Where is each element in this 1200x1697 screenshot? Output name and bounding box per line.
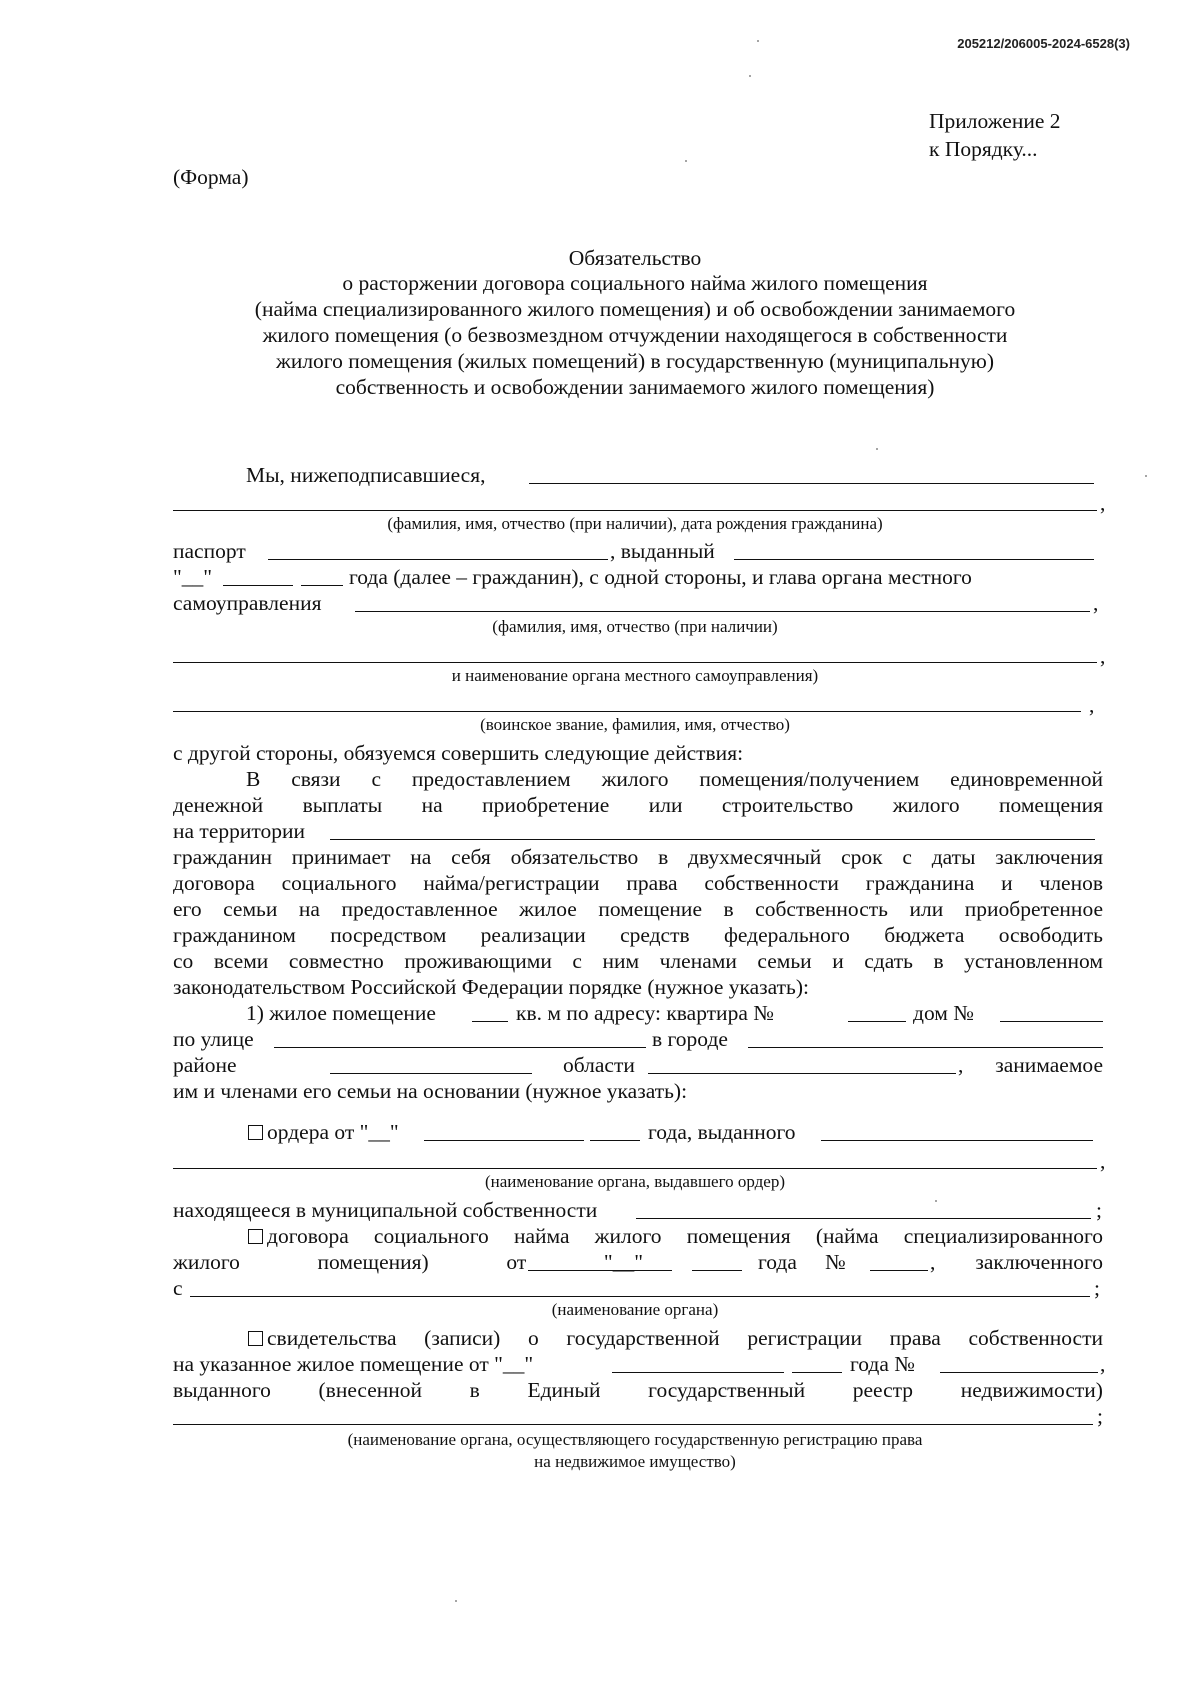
municipal-field[interactable]	[636, 1218, 1091, 1219]
area-field[interactable]	[472, 1021, 508, 1022]
word: жилого	[892, 793, 960, 817]
region-field[interactable]	[648, 1073, 956, 1074]
order-option[interactable]	[248, 1119, 399, 1145]
org-name-field[interactable]	[173, 662, 1097, 663]
with-label: с	[173, 1276, 183, 1300]
title-line-5: жилого помещения (жилых помещений) в государственную (муниципальную)	[275, 349, 995, 373]
certificate-month-field[interactable]	[612, 1372, 784, 1373]
word: государственный	[648, 1378, 806, 1402]
certificate-number-field[interactable]	[940, 1372, 1098, 1373]
word: недвижимости)	[960, 1378, 1103, 1402]
certificate-registry-line	[173, 1377, 1103, 1403]
paragraph-2-line-1: гражданин принимает на себя обязательство в двухмесячный срок с даты заключения	[173, 845, 1103, 869]
caption-order-org: (наименование органа, выдавшего ордер)	[484, 1172, 786, 1191]
order-label: ордера от "__"	[267, 1120, 399, 1144]
passport-label: паспорт	[173, 539, 246, 563]
municipal-label: находящееся в муниципальной собственности	[173, 1198, 598, 1222]
contract-org-field[interactable]	[190, 1296, 1090, 1297]
item-1-label: 1) жилое помещение	[246, 1001, 436, 1025]
date-quote: "__"	[173, 565, 213, 589]
paragraph-1-line-1: В связи с предоставлением жилого помещения/получением единовременной	[246, 767, 1103, 791]
issued-label: , выданный	[610, 539, 715, 563]
order-issuer-field-2[interactable]	[173, 1168, 1097, 1169]
scan-speck	[1145, 475, 1147, 477]
citizen-name-field-1[interactable]	[529, 483, 1094, 484]
region-label: области	[563, 1053, 635, 1077]
scan-speck	[685, 160, 687, 162]
contract-year-label: года	[758, 1250, 797, 1274]
paragraph-2-line-5: со всеми совместно проживающими с ним членами семьи и сдать в установленном	[173, 949, 1103, 973]
contract-checkbox[interactable]	[248, 1229, 263, 1244]
scan-speck	[876, 448, 878, 450]
contract-number-field[interactable]	[870, 1270, 928, 1271]
caption-registration-2: на недвижимое имущество)	[534, 1452, 736, 1471]
certificate-from-label: на указанное жилое помещение от "__"	[173, 1352, 534, 1376]
certificate-year-label: года №	[850, 1352, 915, 1376]
street-label: по улице	[173, 1027, 254, 1051]
word: выданного	[173, 1378, 271, 1402]
word: строительство	[721, 793, 854, 817]
scan-speck	[455, 1600, 457, 1602]
comma-mark: ,	[1093, 591, 1099, 615]
order-year-issued: года, выданного	[648, 1120, 796, 1144]
certificate-label: свидетельства (записи) о государственной регистрации права собственности	[267, 1326, 1103, 1350]
territory-label: на территории	[173, 819, 305, 843]
caption-registration-1: (наименование органа, осуществляющего государственную регистрацию права	[347, 1430, 923, 1449]
paragraph-2-line-2: договора социального найма/регистрации права собственности гражданина и членов	[173, 871, 1103, 895]
order-month-field[interactable]	[424, 1140, 584, 1141]
city-field[interactable]	[748, 1047, 1103, 1048]
street-field[interactable]	[274, 1047, 646, 1048]
other-side-text: с другой стороны, обязуемся совершить следующие действия:	[173, 741, 744, 765]
certificate-checkbox[interactable]	[248, 1331, 263, 1346]
contract-year-field[interactable]	[692, 1270, 742, 1271]
house-label: дом №	[913, 1001, 974, 1025]
head-name-field[interactable]	[355, 611, 1090, 612]
contract-from-label: жилого помещения) от "__"	[173, 1250, 643, 1274]
date-month-field[interactable]	[223, 585, 293, 586]
house-field[interactable]	[1000, 1021, 1103, 1022]
comma-mark: ,	[1100, 644, 1106, 668]
form-label: (Форма)	[173, 165, 249, 189]
district-label: районе	[173, 1053, 237, 1077]
comma-mark: ,	[1100, 491, 1106, 515]
caption-org: и наименование органа местного самоуправления)	[451, 666, 819, 685]
registration-org-field[interactable]	[173, 1424, 1093, 1425]
city-label: в городе	[652, 1027, 728, 1051]
appendix-line-2: к Порядку...	[929, 137, 1038, 161]
word: Единый	[527, 1378, 601, 1402]
passport-number-field[interactable]	[268, 559, 608, 560]
title-line-4: жилого помещения (о безвозмездном отчуждении находящегося в собственности	[262, 323, 1008, 347]
paragraph-1-line-2	[173, 792, 1103, 818]
contract-label: договора социального найма жилого помещения (найма специализированного	[267, 1224, 1103, 1248]
word: или	[648, 793, 683, 817]
apartment-field[interactable]	[848, 1021, 906, 1022]
scan-speck	[749, 75, 751, 77]
self-government-label: самоуправления	[173, 591, 322, 615]
paragraph-2-line-4: гражданином посредством реализации средств федерального бюджета освободить	[173, 923, 1103, 947]
semicolon-mark: ;	[1096, 1198, 1102, 1222]
caption-fio: (фамилия, имя, отчество (при наличии)	[492, 617, 778, 636]
occupied-label: , занимаемое	[958, 1053, 1103, 1077]
word: помещения	[998, 793, 1103, 817]
title-line-1: Обязательство	[568, 246, 702, 270]
semicolon-mark: ;	[1094, 1276, 1100, 1300]
address-label: кв. м по адресу: квартира №	[516, 1001, 774, 1025]
order-year-field[interactable]	[590, 1140, 640, 1141]
word: приобретение	[482, 793, 610, 817]
contract-option[interactable]	[248, 1223, 1103, 1249]
title-line-2: о расторжении договора социального найма жилого помещения	[342, 271, 928, 295]
date-year-field[interactable]	[301, 585, 343, 586]
order-checkbox[interactable]	[248, 1125, 263, 1140]
caption-citizen: (фамилия, имя, отчество (при наличии), дата рождения гражданина)	[387, 514, 883, 533]
contract-number-label: №	[825, 1250, 846, 1274]
document-id: 205212/206005-2024-6528(3)	[957, 36, 1130, 51]
citizen-name-field-2[interactable]	[173, 510, 1097, 511]
scan-speck	[757, 40, 759, 42]
word: реестр	[852, 1378, 914, 1402]
title-line-6: собственность и освобождении занимаемого жилого помещения)	[335, 375, 935, 399]
basis-text: им и членами его семьи на основании (нужное указать):	[173, 1079, 688, 1103]
comma-mark: ,	[1100, 1352, 1106, 1376]
word: (внесенной	[318, 1378, 423, 1402]
order-issuer-field-1[interactable]	[821, 1140, 1093, 1141]
semicolon-mark: ;	[1097, 1404, 1103, 1428]
contract-month-field[interactable]	[528, 1270, 672, 1271]
title-line-3: (найма специализированного жилого помещения) и об освобождении занимаемого	[254, 297, 1016, 321]
paragraph-2-line-3: его семьи на предоставленное жилое помещение в собственность или приобретенное	[173, 897, 1103, 921]
paragraph-2-line-6: законодательством Российской Федерации порядке (нужное указать):	[173, 975, 809, 999]
comma-mark: ,	[1089, 693, 1095, 717]
passport-issuer-field[interactable]	[734, 559, 1094, 560]
caption-military: (воинское звание, фамилия, имя, отчество)	[480, 715, 790, 734]
we-undersigned-label: Мы, нижеподписавшиеся,	[246, 463, 486, 487]
word: на	[421, 793, 443, 817]
military-rank-field[interactable]	[173, 711, 1081, 712]
district-field[interactable]	[330, 1073, 532, 1074]
word: выплаты	[302, 793, 383, 817]
word: денежной	[173, 793, 264, 817]
contract-concluded-label: , заключенного	[930, 1250, 1103, 1274]
year-text: года (далее – гражданин), с одной стороны, и глава органа местного	[349, 565, 972, 589]
word: в	[469, 1378, 480, 1402]
appendix-line-1: Приложение 2	[929, 109, 1061, 133]
caption-org-name: (наименование органа)	[551, 1300, 719, 1319]
comma-mark: ,	[1100, 1149, 1106, 1173]
certificate-year-field[interactable]	[792, 1372, 842, 1373]
territory-field[interactable]	[330, 839, 1095, 840]
certificate-option[interactable]	[248, 1325, 1103, 1351]
scan-speck	[935, 1200, 937, 1202]
